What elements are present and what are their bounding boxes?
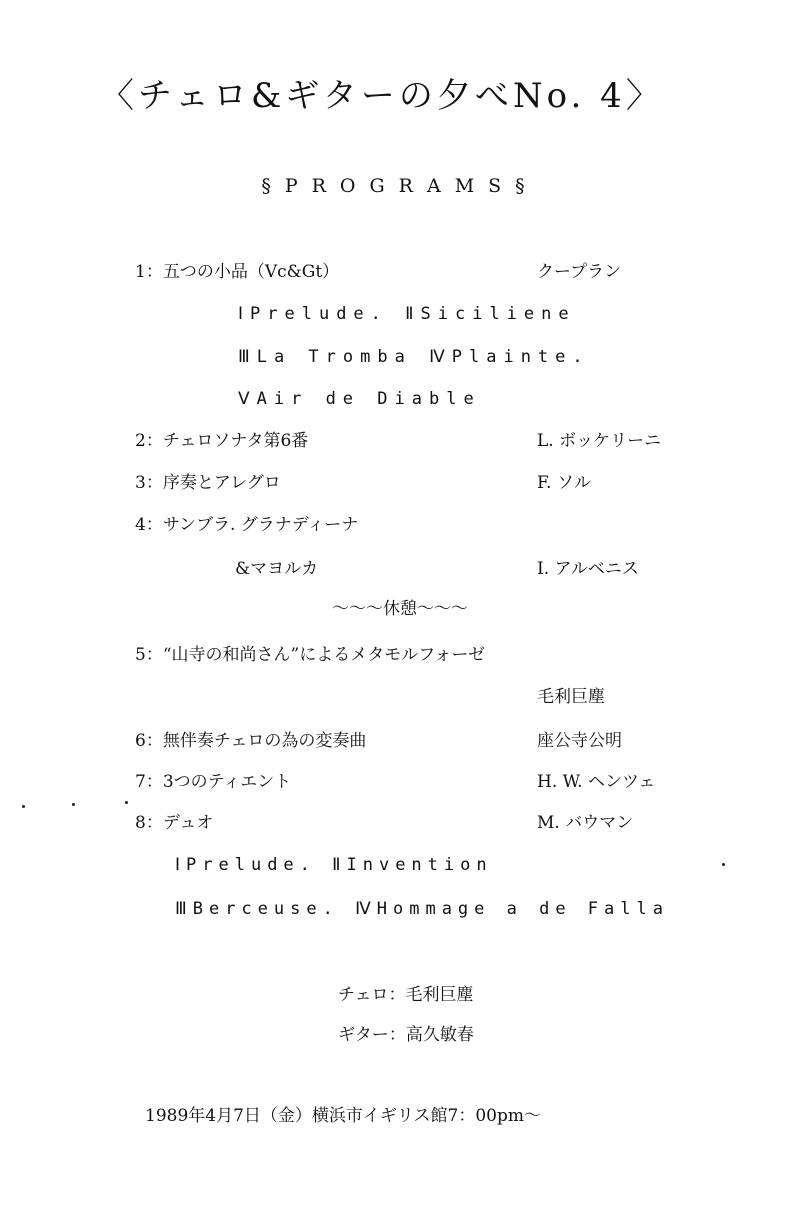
program-2-composer: L. ボッケリーニ	[537, 431, 662, 451]
program-6-composer: 座公寺公明	[537, 731, 622, 751]
program-3-title: 3：序奏とアレグロ	[135, 473, 281, 493]
scan-speck	[125, 801, 128, 804]
program-8-movements-1: ⅠPrelude. ⅡInvention	[175, 855, 493, 875]
program-1-movements-1: ⅠPrelude. ⅡSiciliene	[238, 304, 576, 324]
program-2-title: 2：チェロソナタ第6番	[135, 431, 309, 451]
program-8-movements-2: ⅢBerceuse. ⅣHommage a de Falla	[175, 899, 669, 919]
scan-speck	[22, 805, 25, 808]
program-8-title: 8：デュオ	[135, 813, 214, 833]
program-7-composer: H. W. ヘンツェ	[537, 772, 656, 792]
performer-cello: チェロ：毛利巨塵	[338, 985, 474, 1005]
program-5-composer: 毛利巨塵	[537, 687, 605, 707]
concert-date-venue: 1989年4月7日（金）横浜市イギリス館7：00pm〜	[145, 1106, 542, 1126]
intermission: 〜〜〜休憩〜〜〜	[332, 599, 468, 619]
performer-guitar: ギター：高久敏春	[338, 1025, 474, 1045]
program-4-title: 4：サンブラ. グラナディーナ	[135, 515, 359, 535]
programs-heading: §PROGRAMS§	[261, 175, 539, 197]
program-1-composer: クープラン	[537, 262, 622, 282]
program-1-movements-3: ⅤAir de Diable	[238, 389, 481, 409]
program-4-title-cont: &マヨルカ	[235, 559, 319, 579]
program-4-composer: I. アルベニス	[537, 559, 639, 579]
program-1-title: 1：五つの小品（Vc&Gt）	[135, 262, 340, 282]
program-5-title: 5：“山寺の和尚さん”によるメタモルフォーゼ	[135, 645, 486, 665]
scan-speck	[722, 863, 725, 866]
program-6-title: 6：無伴奏チェロの為の変奏曲	[135, 731, 367, 751]
program-3-composer: F. ソル	[537, 473, 591, 493]
scan-speck	[72, 803, 75, 806]
program-8-composer: M. バウマン	[537, 813, 634, 833]
program-1-movements-2: ⅢLa Tromba ⅣPlainte.	[238, 347, 590, 367]
page-title: 〈チェロ&ギターの夕べNo. 4〉	[100, 76, 664, 116]
program-7-title: 7：3つのティエント	[135, 772, 292, 792]
